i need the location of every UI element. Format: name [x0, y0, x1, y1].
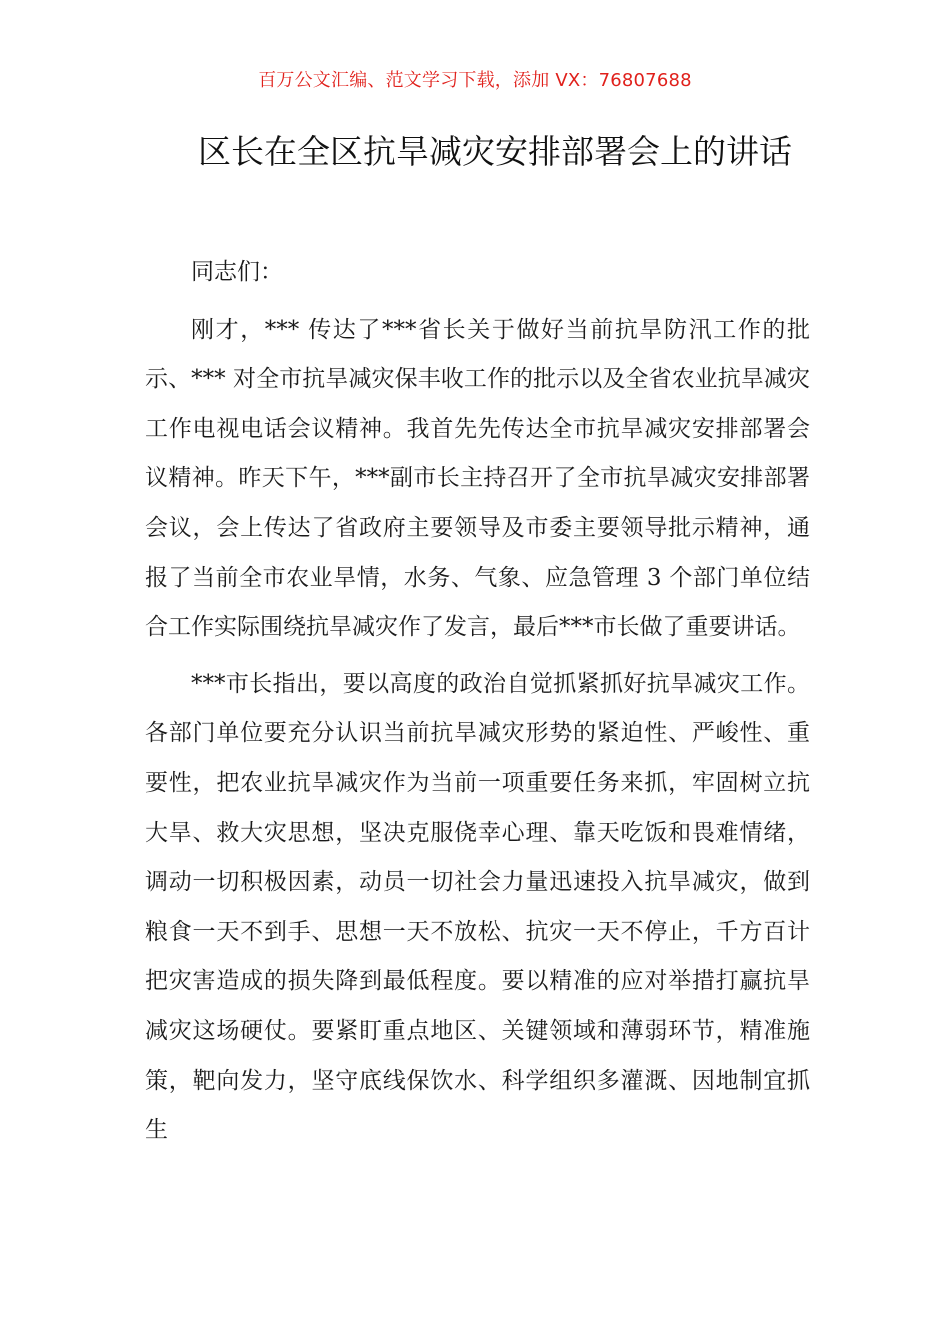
- document-title: 区长在全区抗旱减灾安排部署会上的讲话: [198, 132, 792, 171]
- header-note: 百万公文汇编、范文学习下载，添加 VX：76807688: [258, 70, 692, 91]
- salutation: 同志们：: [191, 259, 283, 285]
- paragraph-2: ***市长指出，要以高度的政治自觉抓紧抓好抗旱减灾工作。各部门单位要充分认识当前抗旱减灾形势的紧迫性、严峻性、重要性，把农业抗旱减灾作为当前一项重要任务来抓，牢固树立抗大旱、救大灾思想，坚决克服侥幸心理、靠天吃饭和畏难情绪，调动一切积极因素，动员一切社会力量迅速投入抗旱减灾，做到粮食一天不到手、思想一天不放松、抗灾一天不停止，千方百计把灾害造成的损失降到最低程度。要以精准的应对举措打赢抗旱减灾这场硬仗。要紧盯重点地区、关键领域和薄弱环节，精准施策，靶向发力，坚守底线保饮水、科学组织多灌溉、因地制宜抓生: [145, 670, 810, 1144]
- paragraph-1: 刚才，*** 传达了***省长关于做好当前抗旱防汛工作的批示、*** 对全市抗旱减灾保丰收工作的批示以及全省农业抗旱减灾工作电视电话会议精神。我首先先传达全市抗旱减灾安排部署会议精神。昨天下午，***副市长主持召开了全市抗旱减灾安排部署会议，会上传达了省政府主要领导及市委主要领导批示精神，通报了当前全市农业旱情，水务、气象、应急管理 3 个部门单位结合工作实际围绕抗旱减灾作了发言，最后***市长做了重要讲话。: [145, 316, 810, 641]
- document-body: [145, 248, 810, 1163]
